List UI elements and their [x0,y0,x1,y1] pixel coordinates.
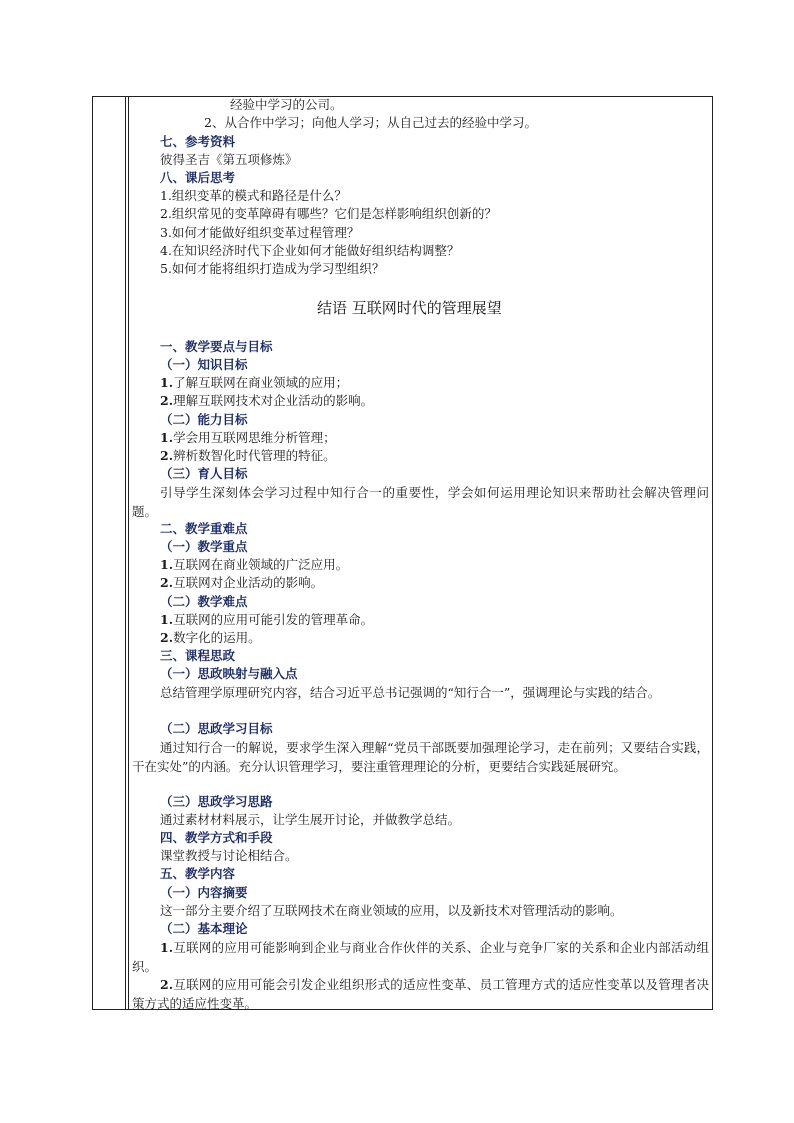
question-item: 5.如何才能将组织打造成为学习型组织？ [160,261,385,276]
table-column-divider-inner [128,96,129,1010]
paragraph: 通过知行合一的解说，要求学生深入理解“党员干部既要加强理论学习，走在前列；又要结合实践，干在实处”的内涵。充分认识管理学习，要注重管理理论的分析，更要结合实践延展研究。 [132,740,709,774]
list-item [160,556,348,574]
section-heading: 七、参考资料 [160,134,236,149]
list-item [160,447,336,465]
table-column-divider [125,96,126,1010]
subsection-heading: （二）能力目标 [160,412,248,427]
question-item: 1.组织变革的模式和路径是什么？ [160,188,347,203]
list-item [160,429,336,447]
list-number: 1. [160,557,174,572]
list-text: 互联网对企业活动的影响。 [173,575,324,590]
question-item: 4.在知识经济时代下企业如何才能做好组织结构调整？ [160,243,460,258]
list-item [160,574,323,592]
list-text: 理解互联网技术对企业活动的影响。 [173,393,374,408]
list-number: 1. [160,940,174,955]
list-number: 1. [160,375,174,390]
continuation-line: 2、从合作中学习；向他人学习；从自己过去的经验中学习。 [204,115,537,130]
list-text: 数字化的运用。 [173,630,261,645]
list-number: 2. [160,630,174,645]
paragraph: 引导学生深刻体会学习过程中知行合一的重要性，学会如何运用理论知识来帮助社会解决管理问题。 [132,485,709,519]
list-item [160,629,261,647]
paragraph: 这一部分主要介绍了互联网技术在商业领域的应用，以及新技术对管理活动的影响。 [160,903,623,918]
subsection-heading: （三）思政学习思路 [160,794,273,809]
list-text: 互联网的应用可能会引发企业组织形式的适应性变革、员工管理方式的适应性变革以及管理者决策方式的适应性变革。 [132,977,709,1011]
subsection-heading: （二）教学难点 [160,594,248,609]
question-item: 3.如何才能做好组织变革过程管理？ [160,225,360,240]
question-item: 2.组织常见的变革障碍有哪些？它们是怎样影响组织创新的？ [160,206,497,221]
paragraph: 课堂教授与讨论相结合。 [160,848,298,863]
list-item [160,374,348,392]
subsection-heading: （二）基本理论 [160,921,248,936]
reference-text: 彼得圣吉《第五项修炼》 [160,152,298,167]
list-text: 学会用互联网思维分析管理； [173,430,336,445]
list-item [132,975,709,1013]
section-heading: 一、教学要点与目标 [160,339,273,354]
list-number: 1. [160,430,174,445]
section-heading: 五、教学内容 [160,866,236,881]
list-number: 2. [160,977,174,992]
list-text: 互联网的应用可能引发的管理革命。 [173,612,374,627]
subsection-heading: （二）思政学习目标 [160,721,273,736]
section-heading: 四、教学方式和手段 [160,830,273,845]
chapter-title: 结语 互联网时代的管理展望 [317,299,502,317]
paragraph: 通过素材材料展示，让学生展开讨论，并做教学总结。 [160,812,461,827]
section-heading: 八、课后思考 [160,170,236,185]
list-text: 了解互联网在商业领域的应用； [173,375,349,390]
list-text: 互联网的应用可能影响到企业与商业合作伙伴的关系、企业与竞争厂家的关系和企业内部活动组织。 [132,940,709,974]
subsection-heading: （一）思政映射与融入点 [160,666,298,681]
subsection-heading: （三）育人目标 [160,466,248,481]
subsection-heading: （一）内容摘要 [160,885,248,900]
list-item [132,938,709,976]
paragraph: 总结管理学原理研究内容，结合习近平总书记强调的“知行合一”，强调理论与实践的结合。 [160,685,661,700]
list-number: 2. [160,393,174,408]
continuation-line: 经验中学习的公司。 [230,97,343,112]
list-number: 2. [160,448,174,463]
subsection-heading: （一）知识目标 [160,357,248,372]
list-item [160,392,373,410]
list-text: 辨析数智化时代管理的特征。 [173,448,336,463]
list-number: 1. [160,612,174,627]
list-item [160,611,373,629]
list-number: 2. [160,575,174,590]
subsection-heading: （一）教学重点 [160,539,248,554]
section-heading: 三、课程思政 [160,648,236,663]
section-heading: 二、教学重难点 [160,521,248,536]
list-text: 互联网在商业领域的广泛应用。 [173,557,349,572]
